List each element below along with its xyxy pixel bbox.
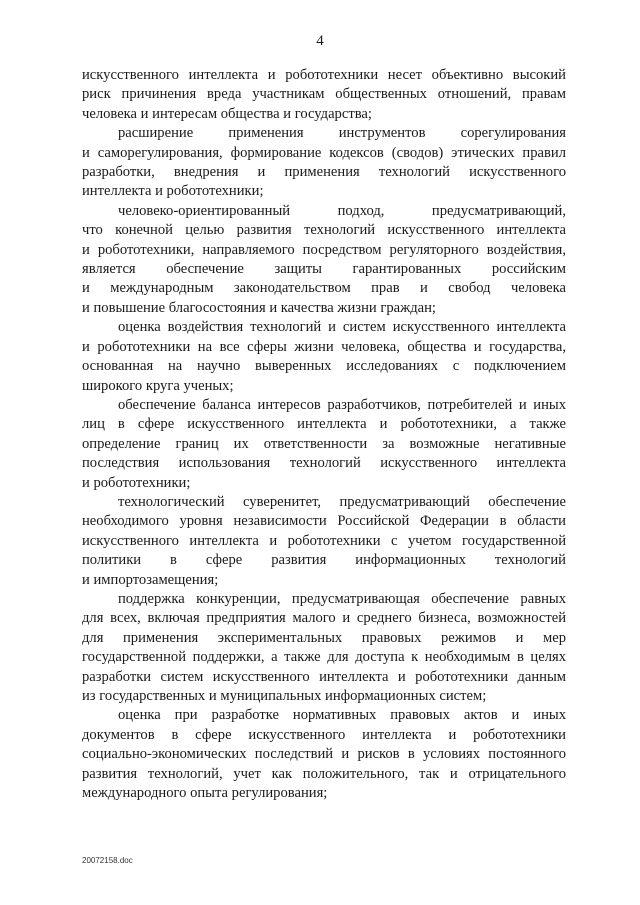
- text-line: политики в сфере развития информационных технологий: [82, 552, 566, 569]
- text-line: широкого круга ученых;: [82, 377, 234, 394]
- text-line: технологический суверенитет, предусматривающий обеспечение: [118, 493, 566, 510]
- document-body: [82, 66, 566, 803]
- page-number: 4: [316, 33, 324, 49]
- document-file-code: 20072158.doc: [82, 856, 133, 865]
- text-line: документов в сфере искусственного интеллекта и робототехники: [82, 726, 566, 743]
- text-line: и робототехники;: [82, 474, 191, 491]
- text-line: необходимого уровня независимости Российской Федерации в области: [82, 513, 566, 530]
- paragraph-human-oriented: [82, 202, 566, 318]
- text-line: разработки, внедрения и применения технологий искусственного: [82, 164, 566, 181]
- paragraph-impact-assessment: [82, 318, 566, 396]
- text-line: оценка воздействия технологий и систем искусственного интеллекта: [118, 319, 566, 336]
- paragraph-competition-support: [82, 590, 566, 706]
- text-line: и саморегулирования, формирование кодексов (сводов) этических правил: [82, 144, 566, 161]
- text-line: и робототехники на все сферы жизни человека, общества и государства,: [82, 338, 566, 355]
- text-line: поддержка конкуренции, предусматривающая обеспечение равных: [118, 590, 566, 607]
- text-line: определение границ их ответственности за возможные негативные: [82, 435, 566, 452]
- text-line: человеко-ориентированный подход, предусматривающий,: [118, 202, 566, 219]
- text-line: социально-экономических последствий и рисков в условиях постоянного: [82, 746, 566, 763]
- text-line: международного опыта регулирования;: [82, 785, 328, 802]
- text-line: для применения экспериментальных правовых режимов и мер: [82, 629, 566, 646]
- text-line: развития технологий, учет как положительного, так и отрицательного: [82, 765, 566, 782]
- text-line: разработки систем искусственного интеллекта и робототехники данным: [82, 668, 566, 685]
- text-line: из государственных и муниципальных информационных систем;: [82, 688, 487, 704]
- text-line: последствия использования технологий искусственного интеллекта: [82, 455, 566, 472]
- text-line: человека и интересам общества и государства;: [82, 105, 372, 122]
- text-line: основанная на научно выверенных исследованиях с подключением: [82, 358, 566, 375]
- text-line: и робототехники, направляемого посредством регуляторного воздействия,: [82, 241, 566, 258]
- text-line: является обеспечение защиты гарантированных российским: [82, 261, 566, 278]
- paragraph-ai-risk-continuation: [82, 66, 566, 124]
- text-line: оценка при разработке нормативных правовых актов и иных: [118, 707, 566, 724]
- paragraph-balance-of-interests: [82, 396, 566, 493]
- text-line: риск причинения вреда участникам общественных отношений, правам: [82, 86, 566, 103]
- text-line: интеллекта и робототехники;: [82, 183, 264, 200]
- text-line: обеспечение баланса интересов разработчиков, потребителей и иных: [118, 396, 566, 413]
- text-line: что конечной целью развития технологий искусственного интеллекта: [82, 222, 566, 239]
- paragraph-coregulation: [82, 124, 566, 202]
- text-line: искусственного интеллекта и робототехники с учетом государственной: [82, 532, 566, 549]
- text-line: и импортозамещения;: [82, 571, 219, 588]
- text-line: лиц в сфере искусственного интеллекта и робототехники, а также: [82, 416, 566, 433]
- text-line: расширение применения инструментов сорегулирования: [118, 125, 566, 142]
- text-line: государственной поддержки, а также для доступа к необходимым в целях: [82, 649, 566, 666]
- text-line: искусственного интеллекта и робототехники несет объективно высокий: [82, 67, 566, 83]
- text-line: для всех, включая предприятия малого и среднего бизнеса, возможностей: [82, 610, 566, 627]
- text-line: и повышение благосостояния и качества жизни граждан;: [82, 299, 436, 316]
- text-line: и международным законодательством прав и свобод человека: [82, 280, 566, 297]
- paragraph-technological-sovereignty: [82, 493, 566, 590]
- paragraph-regulatory-assessment: [82, 706, 566, 803]
